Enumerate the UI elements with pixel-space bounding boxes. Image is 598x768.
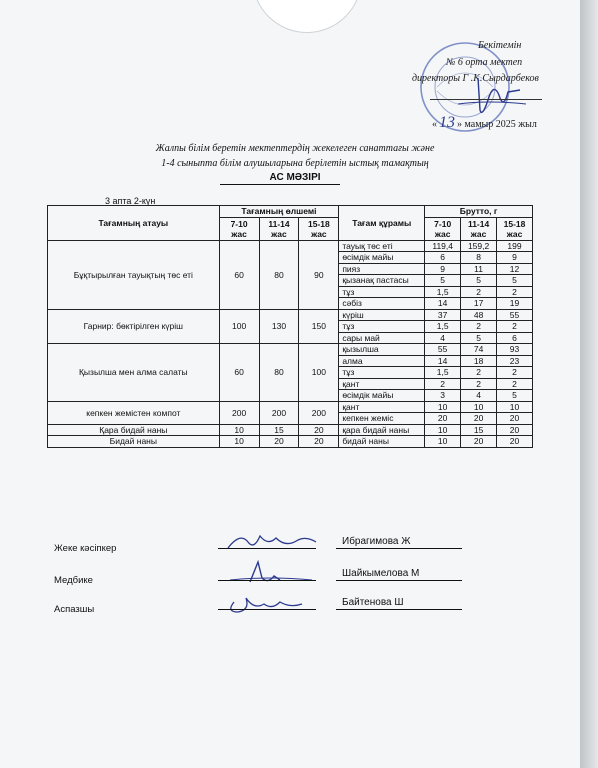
gross-cell: 1,5 xyxy=(425,286,461,298)
gross-cell: 1,5 xyxy=(425,367,461,379)
gross-cell: 2 xyxy=(497,321,533,333)
gross-cell: 5 xyxy=(461,332,497,344)
gross-cell: 10 xyxy=(425,424,461,436)
name-line-cook xyxy=(336,609,462,610)
gross-cell: 6 xyxy=(425,252,461,264)
ingredient-cell: тұз xyxy=(339,286,425,298)
gross-cell: 14 xyxy=(425,298,461,310)
portion-cell: 80 xyxy=(259,344,299,402)
gross-cell: 2 xyxy=(497,286,533,298)
date-day: 13 xyxy=(439,114,455,131)
portion-cell: 20 xyxy=(299,424,339,436)
dish-name-cell: Қара бидай наны xyxy=(48,424,220,436)
gross-cell: 2 xyxy=(461,286,497,298)
ingredient-cell: сары май xyxy=(339,332,425,344)
gross-cell: 20 xyxy=(461,436,497,448)
gross-cell: 4 xyxy=(425,332,461,344)
week-day-label: 3 апта 2-күн xyxy=(105,196,156,206)
header-gross: Брутто, г xyxy=(425,206,533,218)
gross-cell: 5 xyxy=(497,275,533,287)
name-line-entrepreneur xyxy=(336,548,462,549)
gross-cell: 10 xyxy=(497,401,533,413)
signature-name-entrepreneur: Ибрагимова Ж xyxy=(342,536,411,547)
portion-cell: 60 xyxy=(219,344,259,402)
ingredient-cell: тұз xyxy=(339,321,425,333)
portion-cell: 15 xyxy=(259,424,299,436)
portion-cell: 150 xyxy=(299,309,339,344)
table-row xyxy=(48,309,533,321)
header-age-11-14: 11-14 жас xyxy=(259,217,299,240)
signature-name-cook: Байтенова Ш xyxy=(342,597,404,608)
director-signature xyxy=(448,70,528,120)
approval-signature-line xyxy=(430,99,542,100)
title-underline xyxy=(220,184,340,185)
ingredient-cell: күріш xyxy=(339,309,425,321)
portion-cell: 20 xyxy=(259,436,299,448)
header-portion: Тағамның өлшемі xyxy=(219,206,339,218)
gross-cell: 23 xyxy=(497,355,533,367)
table-row xyxy=(48,424,533,436)
ingredient-cell: тауық төс еті xyxy=(339,240,425,252)
approval-director: директоры Г .К.Сырдарбеков xyxy=(412,73,539,84)
approval-school: № 6 орта мектеп xyxy=(446,57,523,68)
gross-cell: 55 xyxy=(497,309,533,321)
gross-cell: 4 xyxy=(461,390,497,402)
signature-line-cook xyxy=(218,609,316,610)
signature-line-entrepreneur xyxy=(218,548,316,549)
gross-cell: 93 xyxy=(497,344,533,356)
gross-cell: 6 xyxy=(497,332,533,344)
menu-table-body xyxy=(48,240,533,447)
dish-name-cell: Бидай наны xyxy=(48,436,220,448)
menu-title: АС МӘЗІРІ xyxy=(269,172,321,183)
portion-cell: 130 xyxy=(259,309,299,344)
header-age-15-18: 15-18 жас xyxy=(299,217,339,240)
ingredient-cell: пияз xyxy=(339,263,425,275)
gross-cell: 37 xyxy=(425,309,461,321)
gross-cell: 2 xyxy=(461,321,497,333)
header-gross-11-14: 11-14 жас xyxy=(461,217,497,240)
signature-line-nurse xyxy=(218,580,316,581)
table-row xyxy=(48,240,533,252)
gross-cell: 2 xyxy=(497,367,533,379)
gross-cell: 20 xyxy=(497,436,533,448)
dish-name-cell: Қызылша мен алма салаты xyxy=(48,344,220,402)
gross-cell: 10 xyxy=(425,401,461,413)
gross-cell: 199 xyxy=(497,240,533,252)
heading-line-1: Жалпы білім беретін мектептердің жекелеген санаттағы және xyxy=(155,143,435,154)
gross-cell: 11 xyxy=(461,263,497,275)
portion-cell: 200 xyxy=(219,401,259,424)
gross-cell: 10 xyxy=(461,401,497,413)
gross-cell: 74 xyxy=(461,344,497,356)
header-gross-7-10: 7-10 жас xyxy=(425,217,461,240)
ingredient-cell: қызанақ пастасы xyxy=(339,275,425,287)
heading-line-2: 1-4 сыныпта білім алушыларына берілетін ыстық тамақтың xyxy=(161,158,429,169)
portion-cell: 10 xyxy=(219,424,259,436)
gross-cell: 9 xyxy=(425,263,461,275)
dish-name-cell: Гарнир: бөктірілген күріш xyxy=(48,309,220,344)
menu-table xyxy=(47,205,533,448)
entrepreneur-signature xyxy=(220,528,320,556)
table-row xyxy=(48,344,533,356)
dish-name-cell: Бұқтырылған тауықтың төс еті xyxy=(48,240,220,309)
page-edge xyxy=(580,0,598,768)
name-line-nurse xyxy=(336,580,462,581)
header-age-7-10: 7-10 жас xyxy=(219,217,259,240)
gross-cell: 5 xyxy=(425,275,461,287)
cook-signature xyxy=(220,588,320,616)
ingredient-cell: өсімдік майы xyxy=(339,390,425,402)
signature-role-nurse: Медбике xyxy=(54,575,93,586)
ingredient-cell: тұз xyxy=(339,367,425,379)
gross-cell: 5 xyxy=(461,275,497,287)
gross-cell: 5 xyxy=(497,390,533,402)
portion-cell: 100 xyxy=(299,344,339,402)
ingredient-cell: алма xyxy=(339,355,425,367)
ingredient-cell: қант xyxy=(339,378,425,390)
header-gross-15-18: 15-18 жас xyxy=(497,217,533,240)
ingredient-cell: бидай наны xyxy=(339,436,425,448)
table-row xyxy=(48,436,533,448)
gross-cell: 12 xyxy=(497,263,533,275)
gross-cell: 9 xyxy=(497,252,533,264)
date-prefix: « xyxy=(432,119,437,130)
gross-cell: 19 xyxy=(497,298,533,310)
gross-cell: 20 xyxy=(497,424,533,436)
gross-cell: 10 xyxy=(425,436,461,448)
ingredient-cell: өсімдік майы xyxy=(339,252,425,264)
gross-cell: 2 xyxy=(461,378,497,390)
gross-cell: 1,5 xyxy=(425,321,461,333)
gross-cell: 2 xyxy=(497,378,533,390)
date-suffix: » мамыр 2025 жыл xyxy=(457,119,537,130)
gross-cell: 14 xyxy=(425,355,461,367)
gross-cell: 8 xyxy=(461,252,497,264)
portion-cell: 100 xyxy=(219,309,259,344)
ingredient-cell: кепкен жеміс xyxy=(339,413,425,425)
header-row-1 xyxy=(48,206,533,218)
gross-cell: 55 xyxy=(425,344,461,356)
signature-name-nurse: Шайкымелова М xyxy=(342,568,420,579)
approval-date xyxy=(432,114,537,132)
portion-cell: 90 xyxy=(299,240,339,309)
dish-name-cell: кепкен жемістен компот xyxy=(48,401,220,424)
portion-cell: 10 xyxy=(219,436,259,448)
portion-cell: 20 xyxy=(299,436,339,448)
approval-title: Бекітемін xyxy=(478,40,522,51)
punch-hole xyxy=(252,0,362,33)
nurse-signature xyxy=(220,558,320,586)
portion-cell: 60 xyxy=(219,240,259,309)
gross-cell: 15 xyxy=(461,424,497,436)
signature-role-cook: Аспазшы xyxy=(54,604,95,615)
ingredient-cell: қара бидай наны xyxy=(339,424,425,436)
header-composition: Тағам құрамы xyxy=(339,206,425,241)
table-row xyxy=(48,401,533,413)
gross-cell: 2 xyxy=(461,367,497,379)
gross-cell: 17 xyxy=(461,298,497,310)
signature-role-entrepreneur: Жеке кәсіпкер xyxy=(54,543,117,554)
gross-cell: 20 xyxy=(425,413,461,425)
portion-cell: 200 xyxy=(299,401,339,424)
gross-cell: 20 xyxy=(497,413,533,425)
gross-cell: 2 xyxy=(425,378,461,390)
gross-cell: 3 xyxy=(425,390,461,402)
ingredient-cell: сәбіз xyxy=(339,298,425,310)
header-dish-name: Тағамның атауы xyxy=(48,206,220,241)
gross-cell: 119,4 xyxy=(425,240,461,252)
gross-cell: 20 xyxy=(461,413,497,425)
portion-cell: 80 xyxy=(259,240,299,309)
gross-cell: 159,2 xyxy=(461,240,497,252)
ingredient-cell: қант xyxy=(339,401,425,413)
gross-cell: 18 xyxy=(461,355,497,367)
portion-cell: 200 xyxy=(259,401,299,424)
ingredient-cell: қызылша xyxy=(339,344,425,356)
gross-cell: 48 xyxy=(461,309,497,321)
